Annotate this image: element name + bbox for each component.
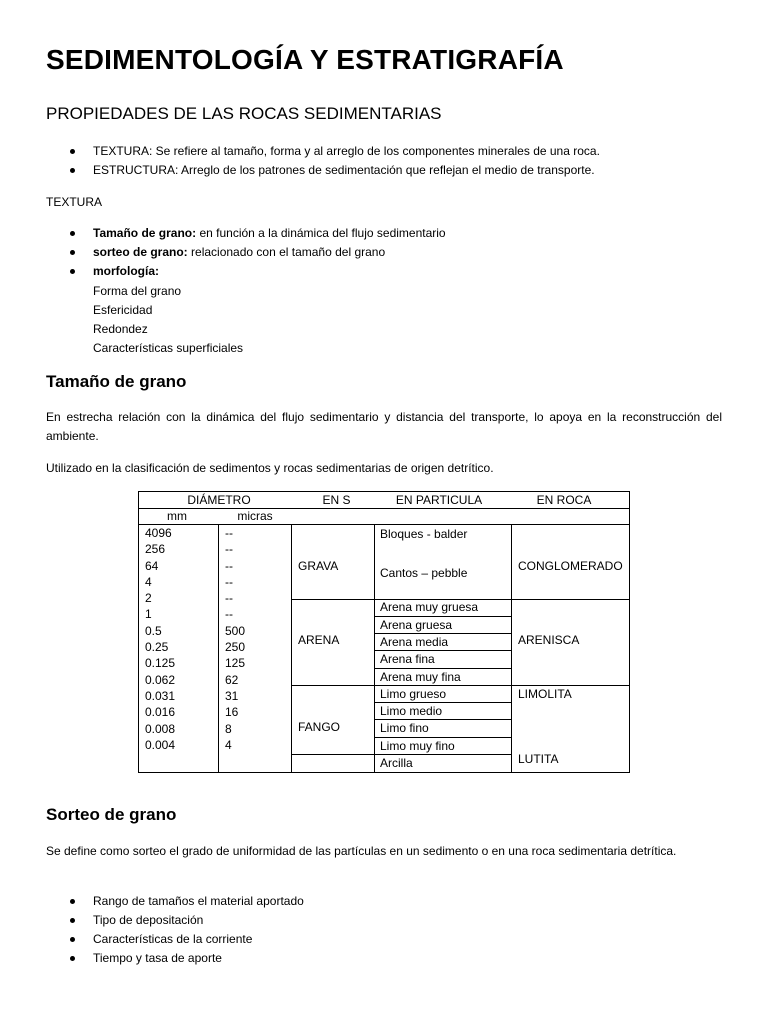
table-rule <box>139 524 629 525</box>
table-cell: -- <box>225 526 233 540</box>
list-item: Características superficiales <box>93 341 244 355</box>
list-item: Redondez <box>93 322 148 336</box>
bullet-icon <box>70 269 75 274</box>
list-item: Rango de tamaños el material aportado <box>70 892 304 911</box>
table-cell: 64 <box>145 558 159 573</box>
table-cell: Limo muy fino <box>380 739 455 753</box>
bullet-icon <box>70 956 75 961</box>
table-cell-grava: GRAVA <box>298 559 339 573</box>
table-cell: Arena muy gruesa <box>380 600 479 614</box>
table-cell: 0.062 <box>145 672 176 687</box>
table-cell: -- <box>225 574 233 589</box>
table-subheader-micras: micras <box>237 509 273 523</box>
table-cell: Arcilla <box>380 756 413 770</box>
table-cell: Arena muy fina <box>380 670 461 684</box>
list-item: Características de la corriente <box>70 930 304 949</box>
table-cell: 4096 <box>145 526 172 540</box>
bullet-icon <box>70 918 75 923</box>
table-cell: Bloques - balder <box>380 527 468 541</box>
table-cell: 256 <box>145 542 166 557</box>
table-cell: -- <box>225 591 233 606</box>
table-header-ens: EN S <box>322 493 351 507</box>
table-cell: Cantos – pebble <box>380 566 468 580</box>
table-cell: 0.031 <box>145 688 176 703</box>
table-cell: 125 <box>225 656 246 671</box>
table-cell-fango: FANGO <box>298 720 341 734</box>
table-header-roca: EN ROCA <box>536 493 592 507</box>
table-cell-limolita: LIMOLITA <box>518 687 572 701</box>
table-cell: -- <box>225 542 233 557</box>
list-item: TEXTURA: Se refiere al tamaño, forma y al arreglo de los componentes minerales de una roca. <box>70 142 600 161</box>
table-cell: 0.016 <box>145 705 176 720</box>
paragraph: En estrecha relación con la dinámica del flujo sedimentario y distancia del transporte, lo apoya en la reconstrucción del ambiente. <box>46 410 722 443</box>
bullet-icon <box>70 937 75 942</box>
table-cell: 16 <box>225 705 239 720</box>
table-header-diametro: DIÁMETRO <box>187 493 251 507</box>
table-cell: 250 <box>225 640 246 655</box>
paragraph: Utilizado en la clasificación de sedimentos y rocas sedimentarias de origen detrítico. <box>46 461 494 475</box>
intro-bullet-list <box>70 142 600 180</box>
bullet-icon <box>70 250 75 255</box>
textura-label: TEXTURA <box>46 195 103 209</box>
paragraph: Se define como sorteo el grado de uniformidad de las partículas en un sedimento o en una roca sedimentaria detrítica. <box>46 844 677 858</box>
textura-bullet-list <box>70 224 446 281</box>
sorteo-bullet-list <box>70 892 304 968</box>
table-cell: Limo medio <box>380 704 443 718</box>
morfologia-list <box>93 282 243 358</box>
bullet-icon <box>70 899 75 904</box>
grain-size-table <box>138 491 630 773</box>
table-cell: 2 <box>145 591 152 606</box>
list-item: Forma del grano <box>93 284 182 298</box>
list-item: Esfericidad <box>93 303 153 317</box>
table-cell: 0.008 <box>145 721 176 736</box>
table-cell: Arena fina <box>380 652 435 666</box>
list-item: Tipo de depositación <box>70 911 304 930</box>
table-cell-arenisca: ARENISCA <box>518 633 580 647</box>
table-cell: Limo grueso <box>380 687 447 701</box>
table-rule <box>291 685 629 686</box>
table-subheader-mm: mm <box>167 509 187 523</box>
list-item: sorteo de grano: relacionado con el tamaño del grano <box>70 243 446 262</box>
section-heading-sorteo: Sorteo de grano <box>46 805 177 824</box>
table-cell-conglomerado: CONGLOMERADO <box>518 559 623 573</box>
list-item: Tiempo y tasa de aporte <box>70 949 304 968</box>
table-cell-lutita: LUTITA <box>518 752 559 766</box>
table-rule <box>218 524 219 772</box>
table-cell: -- <box>225 607 233 622</box>
table-cell: 31 <box>225 688 239 703</box>
bullet-icon <box>70 168 75 173</box>
table-cell: -- <box>225 558 233 573</box>
table-header-particula: EN PARTICULA <box>395 493 483 507</box>
list-item: morfología: <box>70 262 446 281</box>
table-cell-arena: ARENA <box>298 633 340 647</box>
micras-column <box>225 525 245 753</box>
table-cell: 0.004 <box>145 737 176 752</box>
table-cell: 4 <box>145 574 152 589</box>
table-cell: 0.125 <box>145 656 176 671</box>
page-subtitle: PROPIEDADES DE LAS ROCAS SEDIMENTARIAS <box>46 104 442 123</box>
table-cell: 8 <box>225 721 232 736</box>
table-cell: 500 <box>225 623 246 638</box>
table-rule <box>139 508 629 509</box>
list-item: ESTRUCTURA: Arreglo de los patrones de sedimentación que reflejan el medio de transporte. <box>70 161 600 180</box>
mm-column <box>145 525 175 753</box>
table-cell: 62 <box>225 672 239 687</box>
table-cell: 4 <box>225 737 232 752</box>
bullet-icon <box>70 149 75 154</box>
page-title: SEDIMENTOLOGÍA Y ESTRATIGRAFÍA <box>46 44 564 75</box>
bullet-icon <box>70 231 75 236</box>
table-rule <box>374 524 375 772</box>
table-rule <box>511 524 512 772</box>
table-cell: 1 <box>145 607 152 622</box>
section-heading-tamano: Tamaño de grano <box>46 372 187 391</box>
table-cell: 0.5 <box>145 623 162 638</box>
list-item: Tamaño de grano: en función a la dinámica del flujo sedimentario <box>70 224 446 243</box>
table-cell: Arena gruesa <box>380 618 453 632</box>
table-cell: Arena media <box>380 635 449 649</box>
table-cell: 0.25 <box>145 640 169 655</box>
table-rule <box>291 524 292 772</box>
table-cell: Limo fino <box>380 721 429 735</box>
